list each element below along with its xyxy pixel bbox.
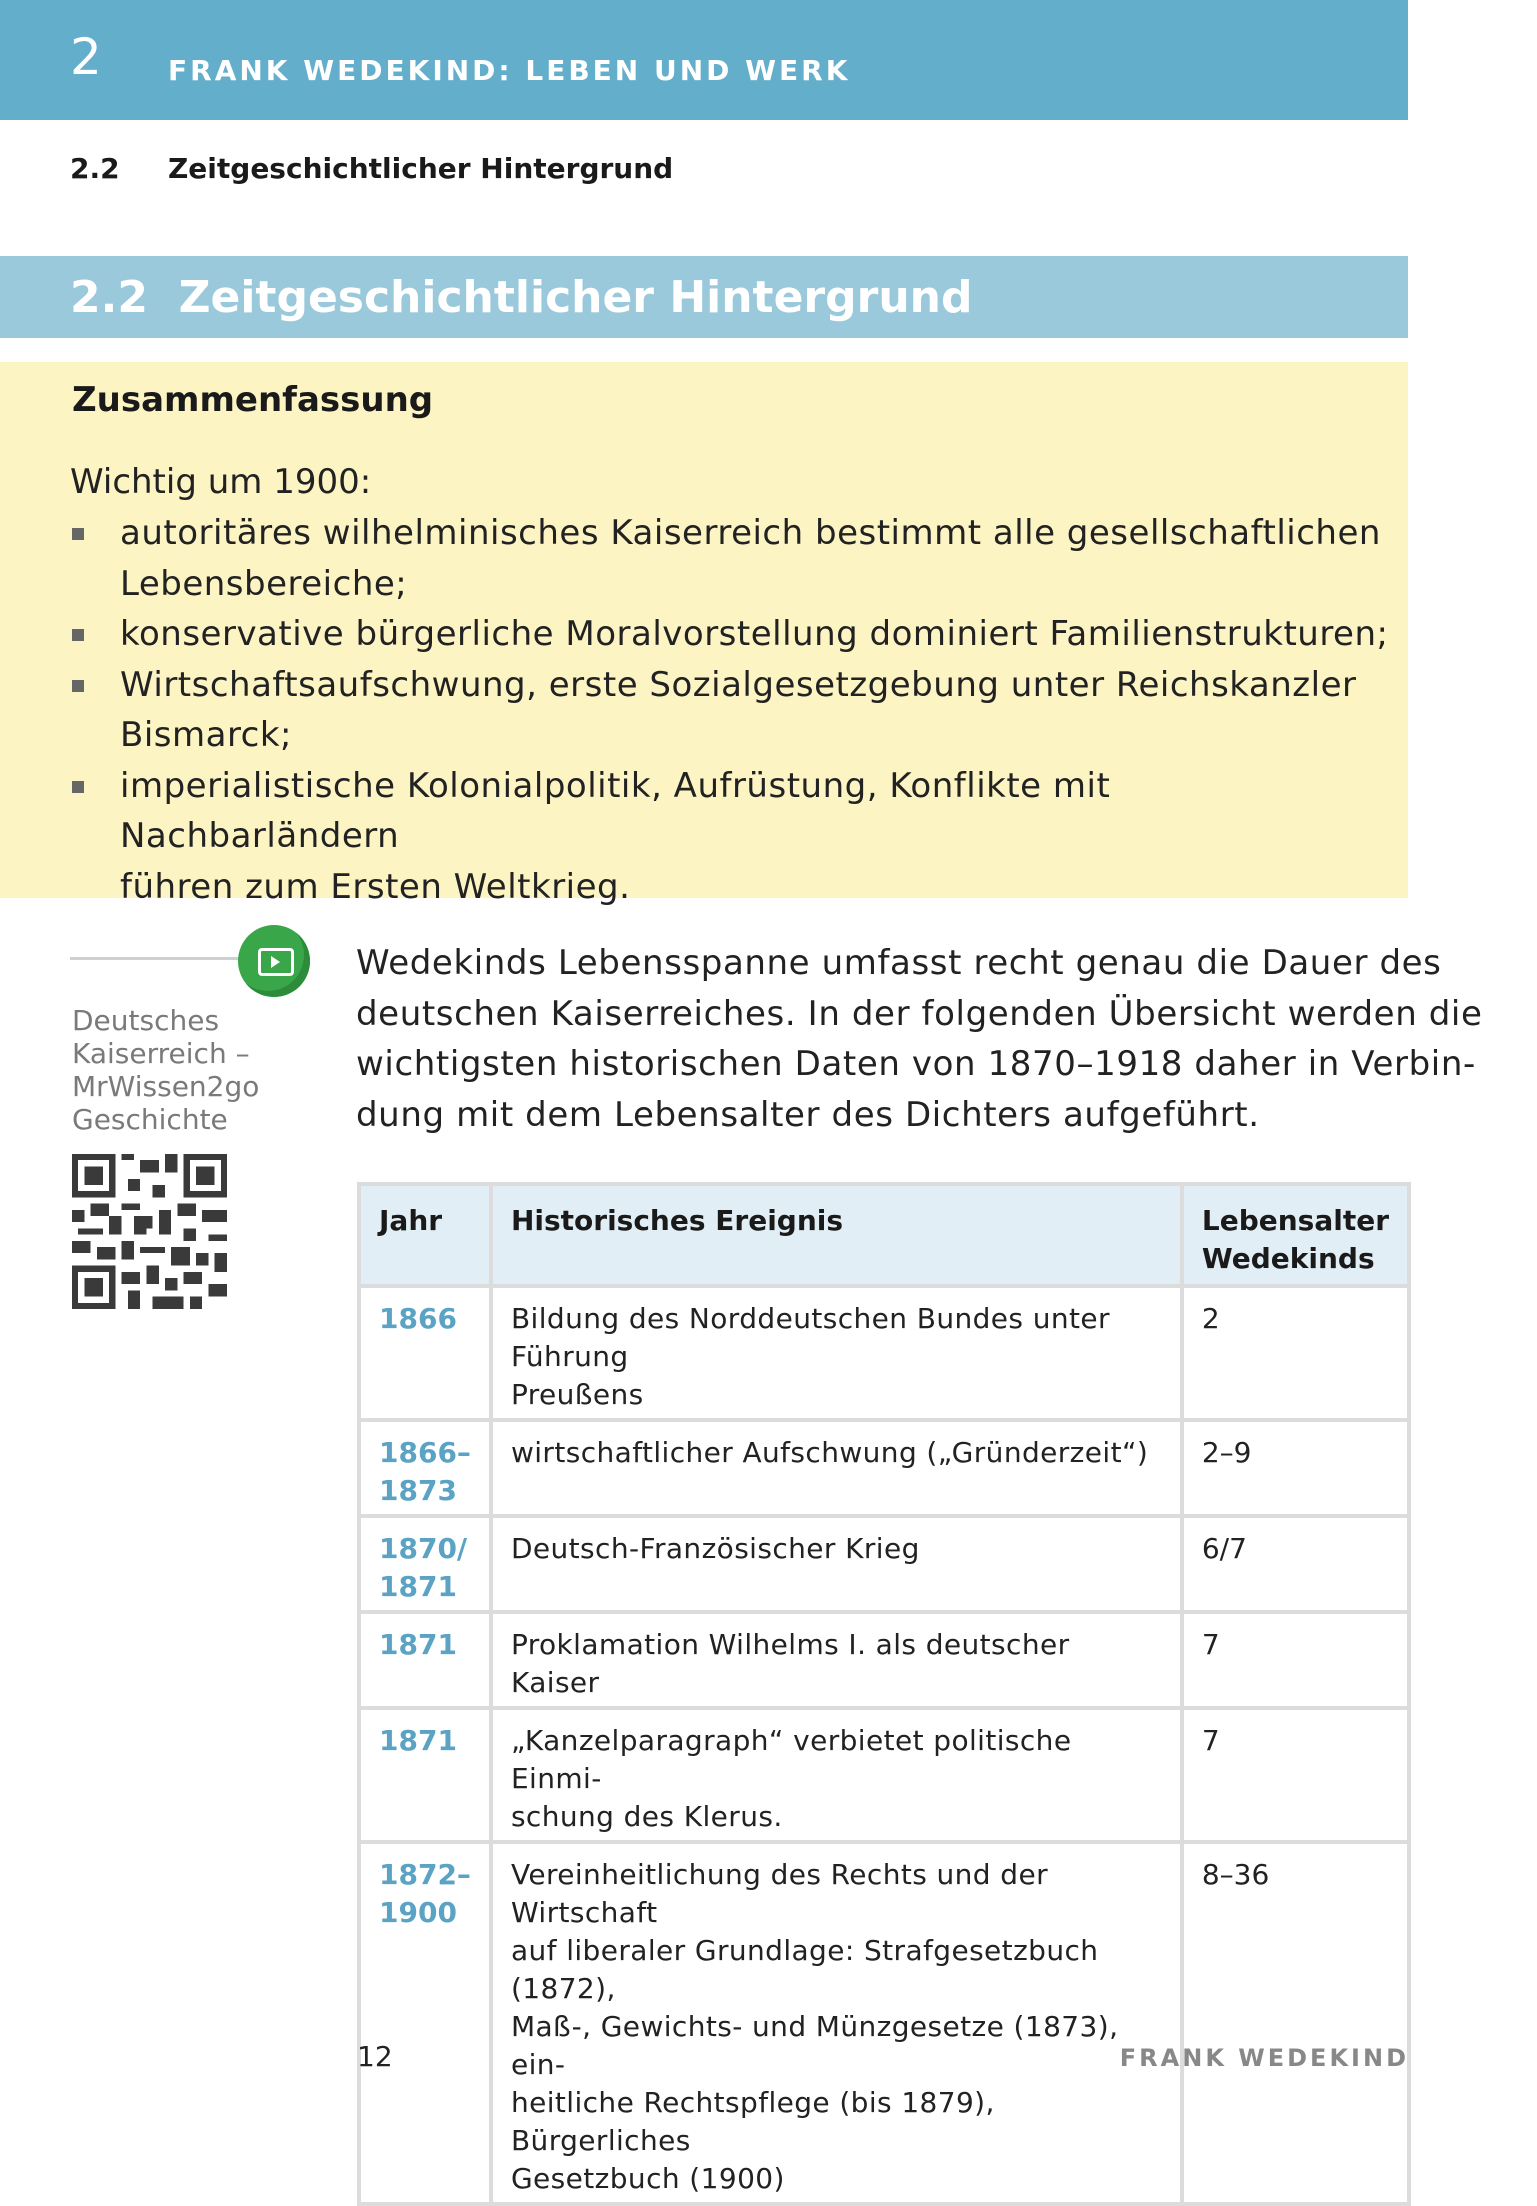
year-cell [359,1286,491,1420]
age-cell: 7 [1182,1612,1409,1708]
summary-item-line: autoritäres wilhelminisches Kaiserreich bestimmt alle gesellschaftlichen [120,513,1381,553]
header-age-line: Lebensalter [1201,1204,1389,1237]
qr-code[interactable] [72,1154,227,1309]
header-age-line: Wedekinds [1201,1242,1375,1275]
year-line: 1871 [379,1724,457,1757]
table-row [359,1516,1409,1612]
body-line: dung mit dem Lebensalter des Dichters aufgeführt. [356,1094,1260,1135]
summary-item [70,609,1390,660]
media-divider [70,957,245,960]
year-cell [359,1516,491,1612]
running-head-number: 2.2 [70,152,120,185]
year-cell [359,1612,491,1708]
summary-item [70,761,1390,913]
year-cell [359,1842,491,2204]
event-line: wirtschaftlicher Aufschwung („Gründerzeit“) [510,1436,1149,1469]
event-line: Deutsch-Französischer Krieg [510,1532,920,1565]
table-row [359,1842,1409,2204]
age-cell: 8–36 [1182,1842,1409,2204]
table-row [359,1612,1409,1708]
event-cell [491,1708,1182,1842]
event-line: Gesetzbuch (1900) [510,2162,785,2195]
play-icon [271,956,280,968]
year-line: 1871 [379,1570,457,1603]
year-line: 1871 [379,1628,457,1661]
body-line: deutschen Kaiserreiches. In der folgenden Übersicht werden die [356,993,1483,1034]
year-line: 1900 [379,1896,457,1929]
video-caption-line: Geschichte [72,1103,228,1136]
year-line: 1872– [379,1858,471,1891]
video-caption[interactable] [72,1004,292,1136]
event-cell [491,1842,1182,2204]
age-cell: 6/7 [1182,1516,1409,1612]
year-line: 1870/ [379,1532,468,1565]
age-cell: 2–9 [1182,1420,1409,1516]
summary-item [70,660,1390,761]
event-cell [491,1612,1182,1708]
event-cell [491,1516,1182,1612]
video-caption-line: Deutsches [72,1004,220,1037]
chapter-number: 2 [70,28,102,86]
chapter-header-bar [0,0,1408,120]
event-cell [491,1286,1182,1420]
header-year: Jahr [359,1184,491,1286]
event-line: Preußens [510,1378,644,1411]
video-caption-line: MrWissen2go [72,1070,260,1103]
table-row [359,1708,1409,1842]
summary-item-line: Wirtschaftsaufschwung, erste Sozialgesetzgebung unter Reichskanzler [120,664,1357,705]
video-play-icon[interactable] [238,925,310,997]
running-head [70,152,673,185]
table-header-row [359,1184,1409,1286]
bullet-icon [72,781,84,793]
table-row [359,1286,1409,1420]
summary-item-line: konservative bürgerliche Moralvorstellung dominiert Familienstrukturen; [120,614,1389,654]
summary-title: Zusammenfassung [72,380,434,420]
section-heading-bar [0,256,1408,338]
summary-item-line: führen zum Ersten Weltkrieg. [120,866,631,907]
summary-list [70,508,1390,912]
body-line: wichtigsten historischen Daten von 1870–1918 daher in Verbin- [356,1044,1476,1084]
header-event: Historisches Ereignis [491,1184,1182,1286]
bullet-icon [72,629,84,641]
event-line: Vereinheitlichung des Rechts und der Wirtschaft [510,1858,1048,1929]
table-row [359,1420,1409,1516]
event-line: auf liberaler Grundlage: Strafgesetzbuch (1872), [510,1934,1099,2005]
age-cell: 7 [1182,1708,1409,1842]
section-heading: 2.2 Zeitgeschichtlicher Hintergrund [70,272,973,323]
year-line: 1873 [379,1474,457,1507]
summary-intro: Wichtig um 1900: [70,462,372,502]
event-line: schung des Klerus. [510,1800,783,1833]
year-line: 1866 [379,1302,457,1335]
chapter-title: FRANK WEDEKIND: LEBEN UND WERK [168,54,851,87]
summary-item-line: Lebensbereiche; [120,563,408,604]
bullet-icon [72,680,84,692]
year-cell [359,1420,491,1516]
summary-item [70,508,1390,609]
running-head-title: Zeitgeschichtlicher Hintergrund [168,152,674,185]
event-line: Proklamation Wilhelms I. als deutscher Kaiser [510,1628,1070,1699]
bullet-icon [72,528,84,540]
page-number: 12 [357,2040,393,2073]
year-cell [359,1708,491,1842]
video-caption-line: Kaiserreich – [72,1037,250,1070]
event-line: „Kanzelparagraph“ verbietet politische Einmi- [510,1724,1072,1795]
summary-item-line: imperialistische Kolonialpolitik, Aufrüstung, Konflikte mit Nachbarländern [120,765,1111,856]
footer-book-title: FRANK WEDEKIND [1119,2044,1409,2072]
age-cell: 2 [1182,1286,1409,1420]
body-paragraph [356,938,1483,1140]
body-line: Wedekinds Lebensspanne umfasst recht genau die Dauer des [356,943,1442,983]
event-line: Bildung des Norddeutschen Bundes unter Führung [510,1302,1110,1373]
event-line: Maß-, Gewichts- und Münzgesetze (1873), ein- [510,2010,1119,2081]
event-cell [491,1420,1182,1516]
year-line: 1866– [379,1436,471,1469]
summary-box [0,362,1408,907]
event-line: heitliche Rechtspflege (bis 1879), Bürgerliches [510,2086,995,2157]
header-age [1182,1184,1409,1286]
summary-item-line: Bismarck; [120,715,293,755]
